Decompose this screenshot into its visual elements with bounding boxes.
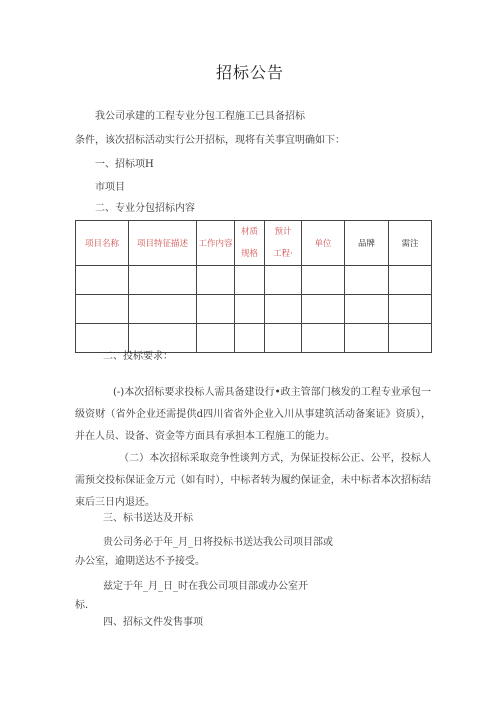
table-cell	[345, 295, 389, 324]
header-remark: 需注	[389, 221, 432, 266]
table-cell	[197, 324, 235, 353]
section-1-heading: 一、招标项H	[95, 159, 154, 170]
intro-line-2: 条件，该次招标活动实行公开招标，现将有关事宜明确如下：	[75, 135, 345, 146]
table-cell	[265, 295, 302, 324]
table-cell	[389, 266, 432, 295]
section-4-line-1: 贵公司务必于年_月_日将投标书送达我公司项目部或	[103, 537, 333, 548]
table-row	[76, 324, 432, 353]
table-cell	[389, 324, 432, 353]
table-cell	[129, 295, 197, 324]
bid-content-table	[75, 220, 432, 353]
header-estimate	[265, 221, 302, 266]
header-material-line-1: 材质	[240, 227, 258, 237]
section-5-heading: 四、招标文件发售事项	[103, 617, 203, 628]
requirement-2: （二）本次招标采取竞争性谈判方式，为保证投标公正、公平，投标人需预交投标保证金万元（如有时），中标者转为履约保证金，未中标者本次招标结束后三日内退还。	[75, 453, 431, 508]
table-cell	[265, 266, 302, 295]
section-4-line-3: 兹定于年_月_日_时在我公司项目部或办公室开	[103, 581, 308, 592]
table-cell	[235, 266, 265, 295]
intro-line-1: 我公司承建的工程专业分包工程施工已具备招标	[95, 111, 305, 122]
page-title: 招标公告	[215, 63, 284, 82]
table-cell	[129, 324, 197, 353]
section-1-subline: 市项目	[95, 182, 125, 193]
table-cell	[302, 266, 345, 295]
table-cell	[197, 266, 235, 295]
header-item-desc: 项目特征描述	[129, 221, 197, 266]
section-4-line-2: 办公室，逾期送达不予接受。	[75, 556, 205, 567]
header-estimate-line-2: 工程·	[273, 249, 293, 259]
table-cell	[345, 266, 389, 295]
header-estimate-line-1: 预计	[274, 227, 292, 237]
header-item-name: 项目名称	[76, 221, 129, 266]
header-unit: 单位	[302, 221, 345, 266]
section-3-heading: 二、投标要求：	[103, 351, 173, 362]
table-row	[76, 295, 432, 324]
table-cell	[235, 324, 265, 353]
table-cell	[265, 324, 302, 353]
header-brand: 品牌	[345, 221, 389, 266]
table-cell	[76, 266, 129, 295]
table-cell	[76, 324, 129, 353]
header-material	[235, 221, 265, 266]
table-cell	[76, 295, 129, 324]
table-header-row	[76, 221, 432, 266]
table-cell	[235, 295, 265, 324]
section-4-line-4: 标.	[75, 600, 89, 611]
table-row	[76, 266, 432, 295]
table-cell	[389, 295, 432, 324]
section-2-heading: 二、专业分包招标内容	[95, 203, 195, 214]
header-work-content: 工作内容	[197, 221, 235, 266]
table-cell	[302, 324, 345, 353]
table-cell	[302, 295, 345, 324]
table-cell	[197, 295, 235, 324]
section-4-heading: 三、标书送达及开标	[103, 513, 193, 524]
table-cell	[129, 266, 197, 295]
requirement-1: (-)本次招标要求投标人需具备建设行•政主管部门核发的工程专业承包一级资财（省外企业还需提供d四川省省外企业入川从事建筑活动备案证》资质），并在人员、设备、资金等方面具有承担本工程施工的能力。	[75, 387, 431, 442]
header-material-line-2: 规格	[240, 249, 258, 259]
table-cell	[345, 324, 389, 353]
